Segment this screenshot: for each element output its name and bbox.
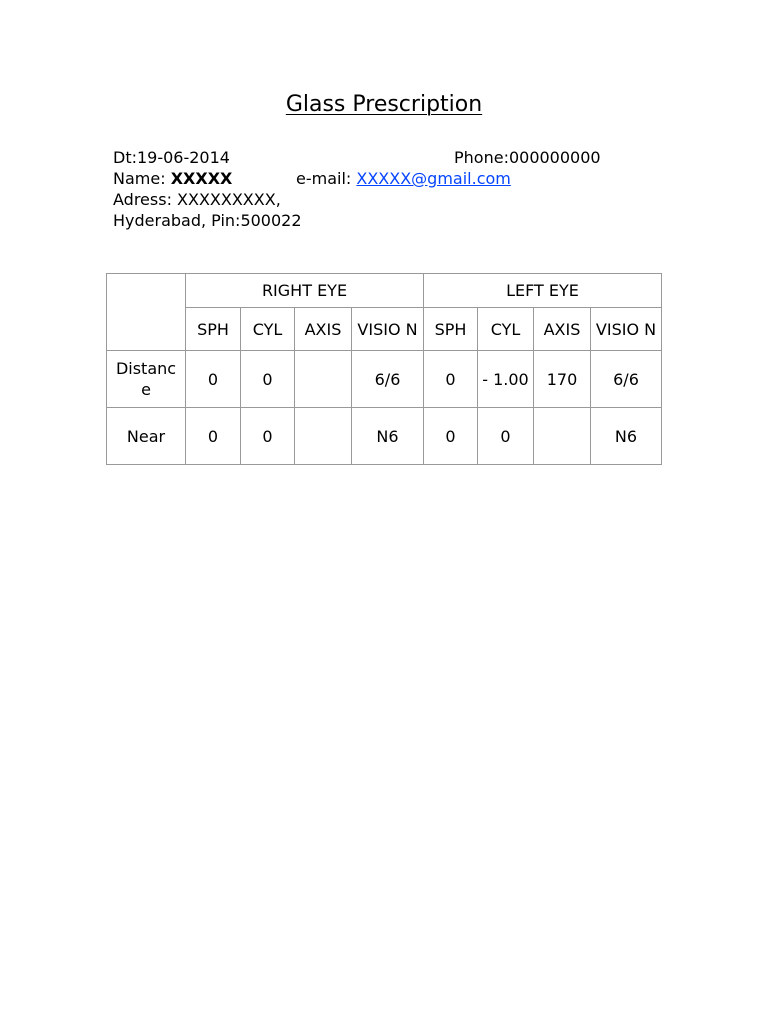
date-line xyxy=(113,147,230,168)
column-header-row xyxy=(107,308,662,351)
date-label: Dt: xyxy=(113,148,137,167)
distance-right-axis xyxy=(295,351,352,408)
distance-right-vision: 6/6 xyxy=(352,351,424,408)
right-cyl-header: CYL xyxy=(241,308,295,351)
near-right-cyl: 0 xyxy=(241,408,295,465)
group-header-row xyxy=(107,274,662,308)
left-eye-header: LEFT EYE xyxy=(424,274,662,308)
date-value: 19-06-2014 xyxy=(136,148,230,167)
row-label-near: Near xyxy=(107,408,186,465)
email-link[interactable]: XXXXX@gmail.com xyxy=(356,169,511,188)
phone-line xyxy=(454,147,601,168)
near-left-cyl: 0 xyxy=(478,408,534,465)
left-axis-header: AXIS xyxy=(534,308,591,351)
left-sph-header: SPH xyxy=(424,308,478,351)
near-right-vision: N6 xyxy=(352,408,424,465)
email-label: e-mail: xyxy=(296,169,357,188)
prescription-table xyxy=(106,273,662,465)
table-row xyxy=(107,351,662,408)
name-line xyxy=(113,168,232,189)
corner-cell xyxy=(107,274,186,351)
right-eye-header: RIGHT EYE xyxy=(186,274,424,308)
near-right-sph: 0 xyxy=(186,408,241,465)
near-left-vision: N6 xyxy=(591,408,662,465)
right-vision-header: VISIO N xyxy=(352,308,424,351)
email-line xyxy=(296,168,511,189)
name-label: Name: xyxy=(113,169,171,188)
left-vision-header: VISIO N xyxy=(591,308,662,351)
right-sph-header: SPH xyxy=(186,308,241,351)
distance-right-sph: 0 xyxy=(186,351,241,408)
phone-label: Phone: xyxy=(454,148,509,167)
distance-left-vision: 6/6 xyxy=(591,351,662,408)
page-title: Glass Prescription xyxy=(285,92,483,117)
distance-left-sph: 0 xyxy=(424,351,478,408)
distance-left-cyl: - 1.00 xyxy=(478,351,534,408)
table-row xyxy=(107,408,662,465)
row-label-distance: Distanc e xyxy=(107,351,186,408)
address-line-2: Hyderabad, Pin:500022 xyxy=(113,211,302,230)
right-axis-header: AXIS xyxy=(295,308,352,351)
left-cyl-header: CYL xyxy=(478,308,534,351)
address-line-1: Adress: XXXXXXXXX, xyxy=(113,190,281,209)
distance-right-cyl: 0 xyxy=(241,351,295,408)
near-right-axis xyxy=(295,408,352,465)
near-left-sph: 0 xyxy=(424,408,478,465)
near-left-axis xyxy=(534,408,591,465)
distance-left-axis: 170 xyxy=(534,351,591,408)
name-value: XXXXX xyxy=(170,169,233,188)
phone-value: 000000000 xyxy=(508,148,601,167)
